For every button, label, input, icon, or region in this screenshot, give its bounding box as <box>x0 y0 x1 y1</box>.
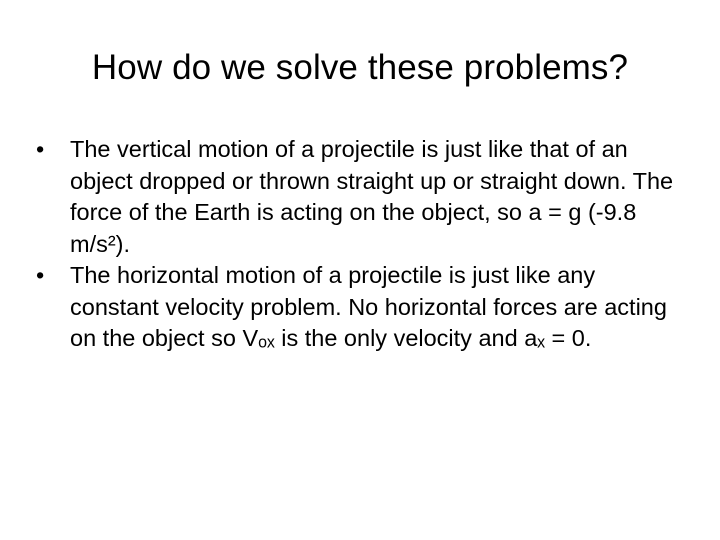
bullet-item-vertical-motion <box>36 134 676 260</box>
bullet-item-horizontal-motion <box>36 260 676 355</box>
bullet-text: The vertical motion of a projectile is just like that of an object dropped or thrown straight up or straight down. The force of the Earth is acting on the object, so a = g (-9.8 m/s²). <box>70 136 674 257</box>
slide-title: How do we solve these problems? <box>91 48 629 87</box>
bullet-list <box>36 134 676 355</box>
bullet-marker: • <box>36 262 45 288</box>
bullet-text: The horizontal motion of a projectile is just like any constant velocity problem. No horizontal forces are acting on the object so Vₒₓ is the only velocity and aₓ = 0. <box>70 262 667 351</box>
bullet-marker: • <box>36 136 45 162</box>
